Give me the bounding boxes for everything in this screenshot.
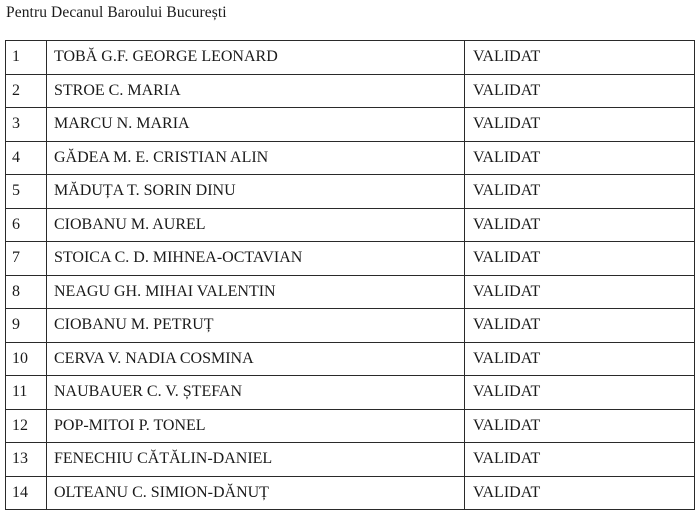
row-status: VALIDAT bbox=[465, 342, 695, 376]
table-row bbox=[6, 74, 695, 108]
table-row bbox=[6, 175, 695, 209]
row-number: 12 bbox=[6, 409, 47, 443]
table-row bbox=[6, 443, 695, 477]
row-number: 13 bbox=[6, 443, 47, 477]
row-number: 14 bbox=[6, 476, 47, 510]
row-number: 3 bbox=[6, 108, 47, 142]
row-number: 6 bbox=[6, 208, 47, 242]
row-number: 8 bbox=[6, 275, 47, 309]
row-number: 11 bbox=[6, 376, 47, 410]
table-row bbox=[6, 376, 695, 410]
row-name: CIOBANU M. PETRUȚ bbox=[47, 309, 465, 343]
row-number: 7 bbox=[6, 242, 47, 276]
row-status: VALIDAT bbox=[465, 208, 695, 242]
row-status: VALIDAT bbox=[465, 309, 695, 343]
row-status: VALIDAT bbox=[465, 41, 695, 75]
table-row bbox=[6, 141, 695, 175]
row-number: 9 bbox=[6, 309, 47, 343]
table-row bbox=[6, 275, 695, 309]
row-status: VALIDAT bbox=[465, 141, 695, 175]
row-status: VALIDAT bbox=[465, 74, 695, 108]
row-name: STOICA C. D. MIHNEA-OCTAVIAN bbox=[47, 242, 465, 276]
row-status: VALIDAT bbox=[465, 376, 695, 410]
row-number: 10 bbox=[6, 342, 47, 376]
row-name: POP-MITOI P. TONEL bbox=[47, 409, 465, 443]
row-status: VALIDAT bbox=[465, 476, 695, 510]
row-number: 2 bbox=[6, 74, 47, 108]
row-number: 4 bbox=[6, 141, 47, 175]
row-status: VALIDAT bbox=[465, 275, 695, 309]
table-row bbox=[6, 208, 695, 242]
row-name: FENECHIU CĂTĂLIN-DANIEL bbox=[47, 443, 465, 477]
candidates-table bbox=[5, 40, 695, 510]
table-row bbox=[6, 309, 695, 343]
row-name: NAUBAUER C. V. ȘTEFAN bbox=[47, 376, 465, 410]
row-name: NEAGU GH. MIHAI VALENTIN bbox=[47, 275, 465, 309]
row-number: 1 bbox=[6, 41, 47, 75]
row-status: VALIDAT bbox=[465, 443, 695, 477]
row-status: VALIDAT bbox=[465, 108, 695, 142]
table-row bbox=[6, 41, 695, 75]
row-name: GĂDEA M. E. CRISTIAN ALIN bbox=[47, 141, 465, 175]
row-name: OLTEANU C. SIMION-DĂNUȚ bbox=[47, 476, 465, 510]
row-status: VALIDAT bbox=[465, 175, 695, 209]
row-name: MĂDUȚA T. SORIN DINU bbox=[47, 175, 465, 209]
table-row bbox=[6, 409, 695, 443]
table-body bbox=[6, 41, 695, 510]
row-name: TOBĂ G.F. GEORGE LEONARD bbox=[47, 41, 465, 75]
row-name: CIOBANU M. AUREL bbox=[47, 208, 465, 242]
row-status: VALIDAT bbox=[465, 409, 695, 443]
page-title: Pentru Decanul Baroului București bbox=[6, 4, 227, 21]
row-name: STROE C. MARIA bbox=[47, 74, 465, 108]
table-row bbox=[6, 108, 695, 142]
table-row bbox=[6, 342, 695, 376]
row-name: MARCU N. MARIA bbox=[47, 108, 465, 142]
row-number: 5 bbox=[6, 175, 47, 209]
row-name: CERVA V. NADIA COSMINA bbox=[47, 342, 465, 376]
row-status: VALIDAT bbox=[465, 242, 695, 276]
table-row bbox=[6, 242, 695, 276]
table-row bbox=[6, 476, 695, 510]
